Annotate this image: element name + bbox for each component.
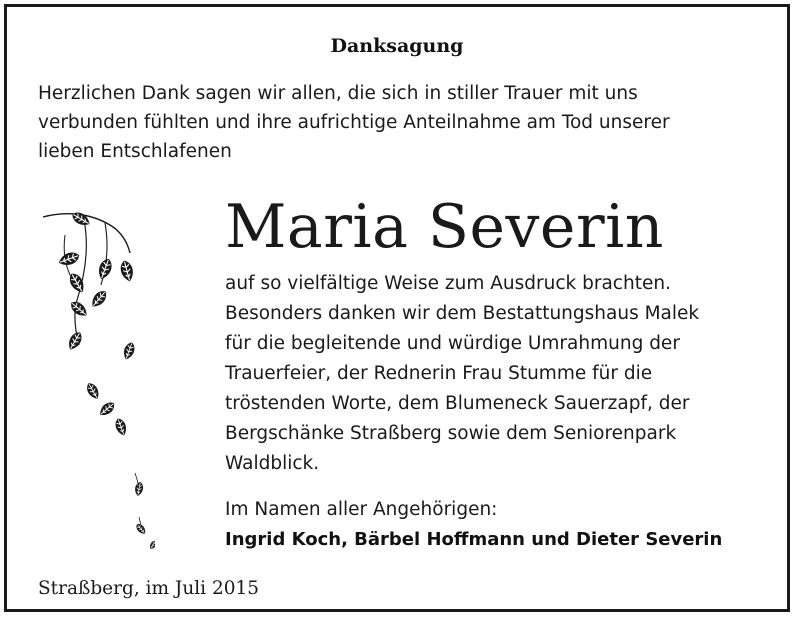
body-line: tröstenden Worte, dem Blumeneck Sauerzapf, der (225, 393, 690, 414)
intro-text (38, 79, 778, 166)
on-behalf-label: Im Namen aller Angehörigen: (225, 499, 498, 520)
deceased-name: Maria Severin (225, 192, 664, 262)
body-line: auf so vielfältige Weise zum Ausdruck brachten. (225, 273, 671, 294)
body-line: Trauerfeier, der Rednerin Frau Stumme für die (225, 363, 653, 384)
notice-title: Danksagung (330, 35, 464, 57)
intro-line: verbunden fühlten und ihre aufrichtige Anteilnahme am Tod unserer (38, 112, 670, 133)
notice-frame (4, 4, 790, 612)
signers-names: Ingrid Koch, Bärbel Hoffmann und Dieter Severin (225, 529, 723, 550)
body-line: Bergschänke Straßberg sowie dem Seniorenpark (225, 423, 677, 444)
intro-line: Herzlichen Dank sagen wir allen, die sich in stiller Trauer mit uns (38, 83, 638, 104)
body-text (225, 269, 785, 479)
body-line: für die begleitende und würdige Umrahmung der (225, 333, 680, 354)
body-line: Besonders danken wir dem Bestattungshaus Malek (225, 303, 700, 324)
place-date: Straßberg, im Juli 2015 (38, 578, 260, 599)
falling-leaves-icon (35, 205, 155, 570)
body-line: Waldblick. (225, 453, 320, 474)
intro-line: lieben Entschlafenen (38, 141, 232, 162)
